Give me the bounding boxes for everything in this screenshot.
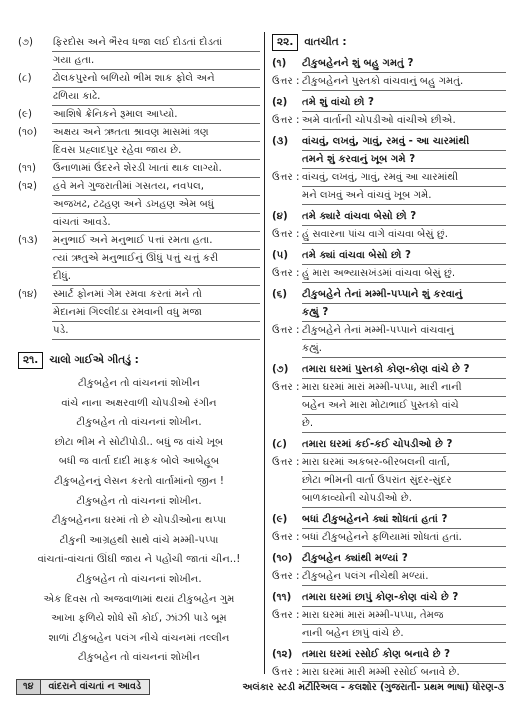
question-line: ટીકુબહેને તેનાં મમ્મી-પપ્પાને શું કરવાનું [302,286,506,304]
question-text [302,133,506,169]
poem-line: ટીકુબહેન તો વાંચનનાં શોખીન. [76,417,202,429]
qa-item [272,286,506,358]
question-number: (૧૦) [272,553,293,564]
left-column [18,34,260,668]
section-21-title: ચાલો ગાઈએ ગીતડું : [49,354,139,366]
poem-line: બધી જ વાર્તા દાદી માફક બોલે આબેહૂબ [58,456,220,468]
answer-text [302,607,506,643]
sentence-line: અક્ષય અને ઋતતા શ્રાવણ માસમાં ત્રણ [52,124,260,142]
answer-text [302,226,506,244]
poem-line: એક દિવસ તો અજવાળામાં થયાં ટીકુબહેન ગુમ [43,593,235,605]
sentence-text [52,124,260,160]
answer-text [302,379,506,433]
question-number: (૧૧) [272,592,292,603]
qa-item [272,247,506,283]
question-text [302,208,506,226]
answer-text [302,73,506,91]
poem-line: ટીકુની આગ્રહથી સાથે વાંચે મમ્મી-પપ્પા [59,534,219,546]
answer [272,568,506,586]
sentence-number: (૮) [18,73,32,84]
sentence-line: દિવસ પ્રહ્લાદપુર રહેવા જાય છે. [52,142,260,160]
poem-line: ટીકુબહેનનું લેસન કરતો વાર્તામાંનો જીન ! [54,475,224,487]
question-number: (૧૨) [272,649,293,660]
page-number: ૧૪ [16,679,41,695]
page-footer [16,679,506,695]
question-line: કહ્યું ? [302,304,506,322]
sentence-line: ઢોલકપુરનો બળિયો ભીમ શાક ફોલે અને [52,70,260,88]
sentence-number: (૧૧) [18,163,36,174]
answer-label: ઉત્તર : [272,76,300,87]
answer-line: મને લખવું અને વાંચવું ખૂબ ગમે. [302,187,506,205]
question-number: (૫) [272,250,289,261]
question-line: ટીકુબહેનને શું બહુ ગમતું ? [302,55,506,73]
answer-label: ઉત્તર : [272,115,300,126]
qa-item [272,511,506,547]
question-number: (૭) [272,364,289,375]
answer-line: હું મારા અભ્યાસખંડમાં વાંચવા બેસું છું. [302,265,506,283]
qa-item [272,589,506,643]
answer-line: બહેન અને મારા મોટાભાઈ પુસ્તકો વાંચે [302,397,506,415]
sentence-line: આશિષે ક્રેનિકને રૂમાલ આપ્યો. [52,106,260,124]
answer [272,454,506,508]
sentence-number: (૯) [18,109,32,120]
answer-line: ટીકુબહેને તેનાં મમ્મી-પપ્પાને વાંચવાનું [302,322,506,340]
answer-text [302,454,506,508]
poem-line: વાંચે નાના અક્ષરવાળી ચોપડીઓ રંગીન [61,397,217,409]
answer-line: નાની બહેન છાપું વાંચે છે. [302,625,506,643]
answer-text [302,568,506,586]
numbered-sentence [18,160,260,178]
qa-item [272,646,506,682]
question-text [302,550,506,568]
answer-line: છે. [302,415,506,433]
sentence-line: ઢળિયા કાઢે. [52,88,260,106]
answer-line: વાંચવું, લખવું, ગાવું, રમવું આ ચારમાંથી [302,169,506,187]
question-line: તમારા ઘરમાં રસોઈ કોણ બનાવે છે ? [302,646,506,664]
question-line: તમારા ઘરમાં કઈ-કઈ ચોપડીઓ છે ? [302,436,506,454]
answer-label: ઉત્તર : [272,325,300,336]
numbered-sentence [18,232,260,286]
qa-item [272,436,506,508]
answer-label: ઉત્તર : [272,457,300,468]
sentence-line: સ્માર્ટ ફોનમાં ગેમ રમવા કરતાં મને તો [52,286,260,304]
question-number: (૬) [272,289,288,300]
section-22-title: વાતચીત : [304,36,347,48]
poem-line: ટીકુબહેન તો વાંચનનાં શોખીન. [76,573,202,585]
question-text [302,286,506,322]
answer-text [302,169,506,205]
sentence-line: ત્યાં ઋતુએ મનુભાઈનું ઊંધું પત્તું ચત્તું કરી [52,250,260,268]
answer [272,226,506,244]
answer [272,265,506,283]
answer-line: મારા ઘરમાં મારી મમ્મી રસોઈ બનાવે છે. [302,664,506,682]
question-line: તમારા ઘરમાં છાપું કોણ-કોણ વાંચે છે ? [302,589,506,607]
conversation-list [272,55,506,682]
sentence-line: હવે મને ગુજરાતીમાં ગસતય, નવપલ, [52,178,260,196]
sentence-line: ઉનાળામાં ઉંદરને શેરડી ખાતાં થાક લાગ્યો. [52,160,260,178]
question-number: (૧) [272,58,287,69]
answer-label: ઉત્તર : [272,610,300,621]
answer [272,73,506,91]
question-line: તમે શું વાંચો છો ? [302,94,506,112]
answer-line: છોટા ભીમની વાર્તા ઉપરાંત સુંદર-સુંદર [302,472,506,490]
sentence-line: દીધું. [52,268,260,286]
sentence-line: ગયા હતા. [52,52,260,70]
answer-label: ઉત્તર : [272,382,300,393]
answer-line: બધાં ટીકુબહેનને ફળિયામાં શોધતાં હતાં. [302,529,506,547]
sentence-number: (૧૩) [18,235,38,246]
column-divider [264,32,265,674]
question-text [302,94,506,112]
question-text [302,247,506,265]
answer-line: ટીકુબહેન પલંગ નીચેથી મળ્યાં. [302,568,506,586]
answer [272,169,506,205]
question [272,550,506,568]
answer-line: અમે વાર્તાની ચોપડીઓ વાંચીએ છીએ. [302,112,506,130]
numbered-sentence [18,34,260,70]
poem [18,374,260,668]
sentence-line: ફિરદોસ અને ભૈરવ ધજા લઈ દોડતાં દોડતાં [52,34,260,52]
answer-text [302,265,506,283]
question [272,55,506,73]
section-21-number: ૨૧. [18,352,43,369]
poem-line: આખા ફળિયે શોધે સૌ કોઈ, ઝાંઝી પાડે બૂમ [51,613,227,625]
question [272,436,506,454]
section-22-number: ૨૨. [272,34,298,51]
answer-line: ટીકુબહેનને પુસ્તકો વાંચવાનું બહુ ગમતું. [302,73,506,91]
sentence-number: (૧૨) [18,181,37,192]
right-column [272,34,506,685]
question-line: તમે ક્યારે વાંચવા બેસો છો ? [302,208,506,226]
numbered-sentence [18,178,260,232]
question-number: (૩) [272,136,289,147]
question [272,247,506,265]
answer-line: કહ્યું. [302,340,506,358]
sentence-text [52,286,260,340]
sentence-line: મનુભાઈ અને મનુભાઈ પત્તાં રમતા હતા. [52,232,260,250]
numbered-sentence [18,124,260,160]
sentence-number: (૭) [18,37,34,48]
question-text [302,511,506,529]
numbered-sentences [18,34,260,340]
answer-line: મારા ઘરમાં મારાં મમ્મી-પપ્પા, તેમજ [302,607,506,625]
answer [272,607,506,643]
answer-line: બાળકાવ્યોની ચોપડીઓ છે. [302,490,506,508]
sentence-line: પડે. [52,322,260,340]
numbered-sentence [18,70,260,106]
sentence-text [52,178,260,232]
footer-book-title: અલંકાર સ્ટડી મટીરિઅલ - કલશોર (ગુજરાતી- પ્રથમ ભાષા) ધોરણ-૩ [242,681,504,693]
question [272,133,506,169]
qa-item [272,550,506,586]
question-line: વાંચવું, લખવું, ગાવું, રમવું - આ ચારમાંથી [302,133,506,151]
question-text [302,436,506,454]
numbered-sentence [18,106,260,124]
answer-label: ઉત્તર : [272,667,300,678]
answer-text [302,529,506,547]
question [272,589,506,607]
footer-chapter-title: વાંદરાને વાંચતાં ન આવડે [41,679,151,695]
answer-line: મારા ઘરમાં મારાં મમ્મી-પપ્પા, મારી નાની [302,379,506,397]
poem-line: ટીકુબહેન તો વાંચનનાં શોખીન. [76,495,202,507]
question-text [302,646,506,664]
question-line: તમારા ઘરમાં પુસ્તકો કોણ-કોણ વાંચે છે ? [302,361,506,379]
poem-line: વાંચતાં-વાંચતાં ઊંઘી જાય ને પહોંચી જાતાં ચીન..! [37,554,241,566]
sentence-text [52,34,260,70]
qa-item [272,55,506,91]
answer-text [302,112,506,130]
qa-item [272,208,506,244]
question-line: તમને શું કરવાનું ખૂબ ગમે ? [302,151,506,169]
answer-label: ઉત્તર : [272,571,300,582]
answer-label: ઉત્તર : [272,532,300,543]
poem-line: ટીકુબહેન તો વાંચનનાં શોખીન [77,652,200,664]
poem-line: ટીકુબહેન તો વાંચનનાં શોખીન [77,378,200,389]
question-number: (૯) [272,514,288,525]
section-21-header [18,352,260,369]
question [272,361,506,379]
poem-line: ટીકુબહેનના ઘરમાં તો છે ચોપડીઓના થપ્પા [51,515,227,527]
answer [272,529,506,547]
answer [272,379,506,433]
answer-line: મારા ઘરમાં અકબર-બીરબલની વાર્તા, [302,454,506,472]
sentence-line: મેદાનમાં ગિલ્લીદંડા રમવાની વધુ મજા [52,304,260,322]
question-number: (૪) [272,211,288,222]
question-number: (૮) [272,439,287,450]
question [272,94,506,112]
question-text [302,589,506,607]
question [272,646,506,664]
sentence-number: (૧૪) [18,289,38,300]
answer-label: ઉત્તર : [272,268,300,279]
answer-label: ઉત્તર : [272,229,300,240]
question-text [302,361,506,379]
question [272,511,506,529]
question-line: બધાં ટીકુબહેનને ક્યાં શોધતાં હતાં ? [302,511,506,529]
numbered-sentence [18,286,260,340]
question-number: (૨) [272,97,288,108]
answer-line: હું સવારના પાંચ વાગે વાંચવા બેસું છું. [302,226,506,244]
question [272,208,506,226]
question-line: ટીકુબહેન ક્યાંથી મળ્યાં ? [302,550,506,568]
question [272,286,506,322]
sentence-line: વાંચતાં આવડે. [52,214,260,232]
poem-line: છોટા ભીમ ને સોટીપોડી.. બધું જ વાંચે ખૂબ [54,436,224,448]
sentence-text [52,70,260,106]
answer-text [302,322,506,358]
sentence-text [52,160,260,178]
sentence-text [52,232,260,286]
answer [272,322,506,358]
sentence-line: અજખઢ, ટઢહણ અને ડખહણ એમ બધું [52,196,260,214]
qa-item [272,133,506,205]
question-text [302,55,506,73]
qa-item [272,94,506,130]
poem-line: શાળાં ટીકુબહેન પલંગ નીચે વાંચનમાં તલ્લીન [48,632,230,644]
section-22-header [272,34,506,51]
sentence-number: (૧૦) [18,127,38,138]
qa-item [272,361,506,433]
question-line: તમે ક્યાં વાંચવા બેસો છો ? [302,247,506,265]
sentence-text [52,106,260,124]
answer-label: ઉત્તર : [272,172,300,183]
answer [272,112,506,130]
